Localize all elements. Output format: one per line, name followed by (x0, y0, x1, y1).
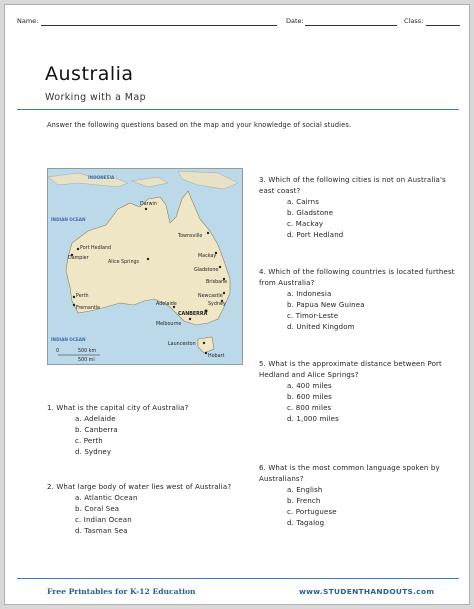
question-4 (259, 267, 455, 333)
question-3-stem: 3. Which of the following cities is not on Australia's east coast? (259, 176, 446, 195)
map-city-port-hedland: Port Hedland (80, 246, 111, 251)
question-4-stem: 4. Which of the following countries is located furthest from Australia? (259, 268, 455, 287)
map-city-fremantle: Fremantle (76, 306, 101, 311)
map-label-indian-ocean-north: INDIAN OCEAN (51, 217, 86, 222)
map-label-indian-ocean-south: INDIAN OCEAN (51, 337, 86, 342)
footer-left-text: Free Printables for K-12 Education (47, 587, 196, 596)
map-city-mackay: Mackay (198, 254, 217, 259)
australia-map (47, 168, 243, 365)
map-city-dampier: Dampier (68, 256, 89, 261)
question-3 (259, 175, 455, 241)
question-1-option-d: d. Sydney (75, 448, 112, 456)
map-city-launceston: Launceston (168, 342, 196, 347)
map-label-indonesia: INDONESIA (88, 175, 115, 180)
instructions: Answer the following questions based on the map and your knowledge of social studies. (47, 121, 352, 129)
map-scale-mi: 500 mi (78, 358, 95, 363)
question-6-option-b: b. French (287, 497, 321, 505)
map-city-sydney: Sydney (208, 302, 226, 307)
question-3-option-d: d. Port Hedland (287, 231, 344, 239)
map-city-darwin: Darwin (140, 202, 157, 207)
map-city-adelaide: Adelaide (156, 302, 177, 307)
question-4-option-b: b. Papua New Guinea (287, 301, 365, 309)
footer-divider (17, 578, 459, 579)
date-label: Date: (286, 17, 304, 25)
question-3-option-b: b. Gladstone (287, 209, 334, 217)
map-city-newcastle: Newcastle (198, 294, 223, 299)
question-4-option-a: a. Indonesia (287, 290, 332, 298)
question-5-option-a: a. 400 miles (287, 382, 332, 390)
question-6 (259, 463, 455, 529)
question-1-stem: 1. What is the capital city of Australia? (47, 404, 189, 412)
question-5-option-b: b. 600 miles (287, 393, 332, 401)
map-city-perth: Perth (76, 294, 89, 299)
question-3-option-c: c. Mackay (287, 220, 324, 228)
map-city-gladstone: Gladstone (194, 268, 219, 273)
question-2-option-c: c. Indian Ocean (75, 516, 132, 524)
name-line (41, 25, 277, 26)
name-label: Name: (17, 17, 39, 25)
map-city-alice-springs: Alice Springs (108, 260, 140, 265)
question-4-option-c: c. Timor-Leste (287, 312, 339, 320)
map-scale-zero: 0 (56, 349, 60, 354)
page-subtitle: Working with a Map (45, 92, 147, 103)
question-2-option-a: a. Atlantic Ocean (75, 494, 138, 502)
question-5 (259, 359, 455, 425)
map-city-hobart: Hobart (208, 354, 225, 359)
question-6-option-d: d. Tagalog (287, 519, 325, 527)
title-divider (17, 109, 459, 110)
map-city-townsville: Townsville (178, 234, 203, 239)
footer-website-link[interactable]: www.STUDENTHANDOUTS.com (299, 587, 435, 596)
question-6-option-c: c. Portuguese (287, 508, 337, 516)
question-5-stem: 5. What is the approximate distance between Port Hedland and Alice Springs? (259, 360, 442, 379)
class-label: Class: (404, 17, 424, 25)
question-1-option-b: b. Canberra (75, 426, 118, 434)
map-scale-km: 500 km (78, 349, 97, 354)
map-city-canberra: CANBERRA (178, 312, 208, 317)
question-1 (47, 403, 237, 458)
question-6-option-a: a. English (287, 486, 323, 494)
question-1-option-a: a. Adelaide (75, 415, 116, 423)
question-4-option-d: d. United Kingdom (287, 323, 355, 331)
question-5-option-c: c. 800 miles (287, 404, 332, 412)
question-2-stem: 2. What large body of water lies west of Australia? (47, 483, 232, 491)
question-6-stem: 6. What is the most common language spoken by Australians? (259, 464, 440, 483)
australia-map-svg (48, 169, 242, 364)
question-2 (47, 482, 237, 537)
question-2-option-b: b. Coral Sea (75, 505, 120, 513)
map-city-brisbane: Brisbane (206, 280, 228, 285)
question-1-option-c: c. Perth (75, 437, 103, 445)
date-line (305, 25, 397, 26)
question-5-option-d: d. 1,000 miles (287, 415, 339, 423)
map-city-melbourne: Melbourne (156, 322, 182, 327)
question-2-option-d: d. Tasman Sea (75, 527, 128, 535)
question-3-option-a: a. Cairns (287, 198, 320, 206)
class-line (426, 25, 460, 26)
worksheet-page (4, 4, 470, 605)
page-title: Australia (45, 63, 134, 85)
